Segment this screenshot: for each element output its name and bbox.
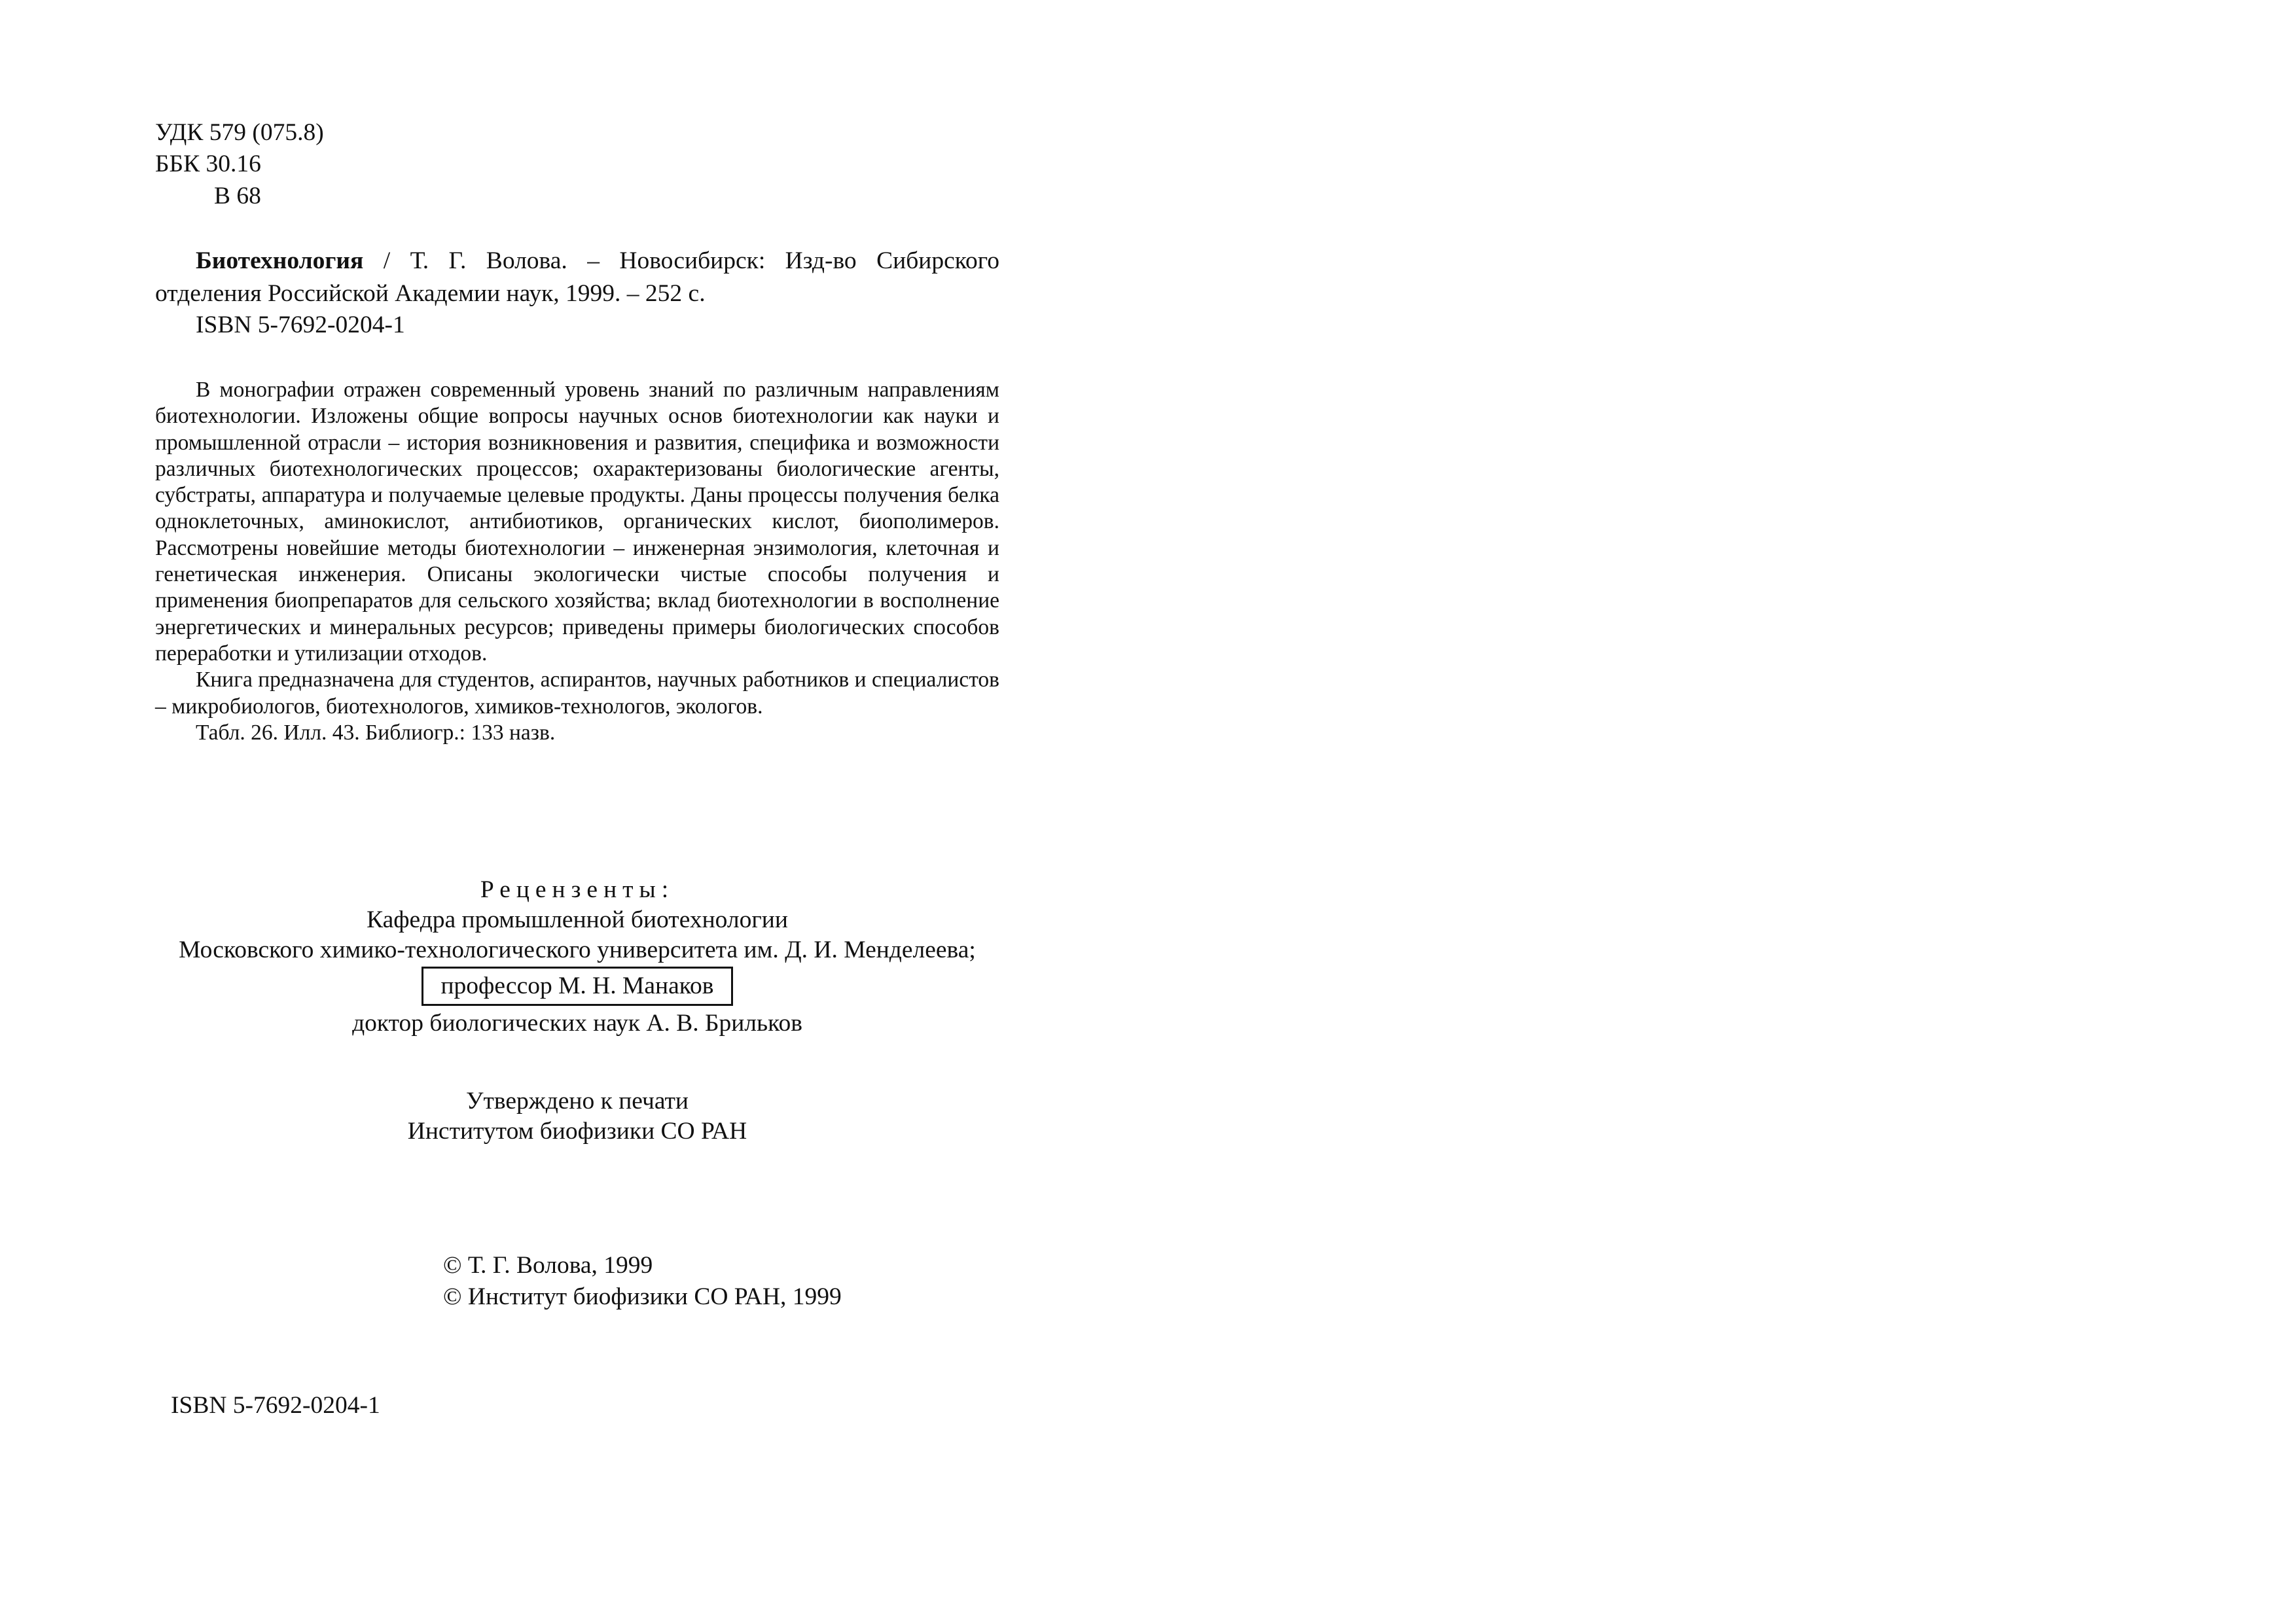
reviewer-boxed-name: профессор М. Н. Манаков xyxy=(422,967,732,1006)
reviewer-department: Кафедра промышленной биотехнологии xyxy=(367,906,788,933)
approval-block xyxy=(155,1086,999,1147)
abstract xyxy=(155,377,999,746)
approval-line-2: Институтом биофизики СО РАН xyxy=(407,1118,747,1145)
reviewers-block xyxy=(155,875,999,1039)
footer-isbn: ISBN 5-7692-0204-1 xyxy=(171,1392,380,1419)
bbk-code: ББК 30.16 xyxy=(155,151,261,177)
copyright-author: © Т. Г. Волова, 1999 xyxy=(443,1252,653,1279)
audience-paragraph: Книга предназначена для студентов, аспирантов, научных работников и специалистов – микробиологов, биотехнологов, химиков-технологов, экологов. xyxy=(155,668,999,719)
approval-line-1: Утверждено к печати xyxy=(465,1088,689,1115)
bibliographic-line-1 xyxy=(155,245,999,277)
reviewer-doctor: доктор биологических наук А. В. Брильков xyxy=(352,1010,802,1037)
reviewers-heading: Рецензенты: xyxy=(480,876,675,903)
bibliographic-record xyxy=(155,245,999,310)
author-mark: В 68 xyxy=(214,183,261,209)
udk-code: УДК 579 (075.8) xyxy=(155,119,324,146)
book-title: Биотехнология xyxy=(196,247,364,274)
tables-count: Табл. 26. Илл. 43. Библиогр.: 133 назв. xyxy=(196,720,556,745)
copyright-institute: © Институт биофизики СО РАН, 1999 xyxy=(443,1283,842,1310)
bibliographic-line-2: отделения Российской Академии наук, 1999. – 252 с. xyxy=(155,280,706,307)
abstract-paragraph: В монографии отражен современный уровень знаний по различным направлениям биотехнологии. Изложены общие вопросы научных основ биотехнологии как науки и промышленной отрасли – история возникновения и развития, специфика и возможности различных биотехнологических процессов; охарактеризованы биологические агенты, субстраты, аппаратура и получаемые целевые продукты. Даны процессы получения белка одноклеточных, аминокислот, антибиотиков, органических кислот, биополимеров. Рассмотрены новейшие методы биотехнологии – инженерная энзимология, клеточная и генетическая инженерия. Описаны экологически чистые способы получения и применения биопрепаратов для сельского хозяйства; вклад биотехнологии в восполнение энергетических и минеральных ресурсов; приведены примеры биологических способов переработки и утилизации отходов. xyxy=(155,378,999,666)
reviewer-university: Московского химико-технологического университета им. Д. И. Менделеева; xyxy=(179,936,976,963)
isbn-record: ISBN 5-7692-0204-1 xyxy=(196,312,405,338)
bibliographic-rest: / Т. Г. Волова. – Новосибирск: Изд-во Сибирского xyxy=(363,247,999,274)
